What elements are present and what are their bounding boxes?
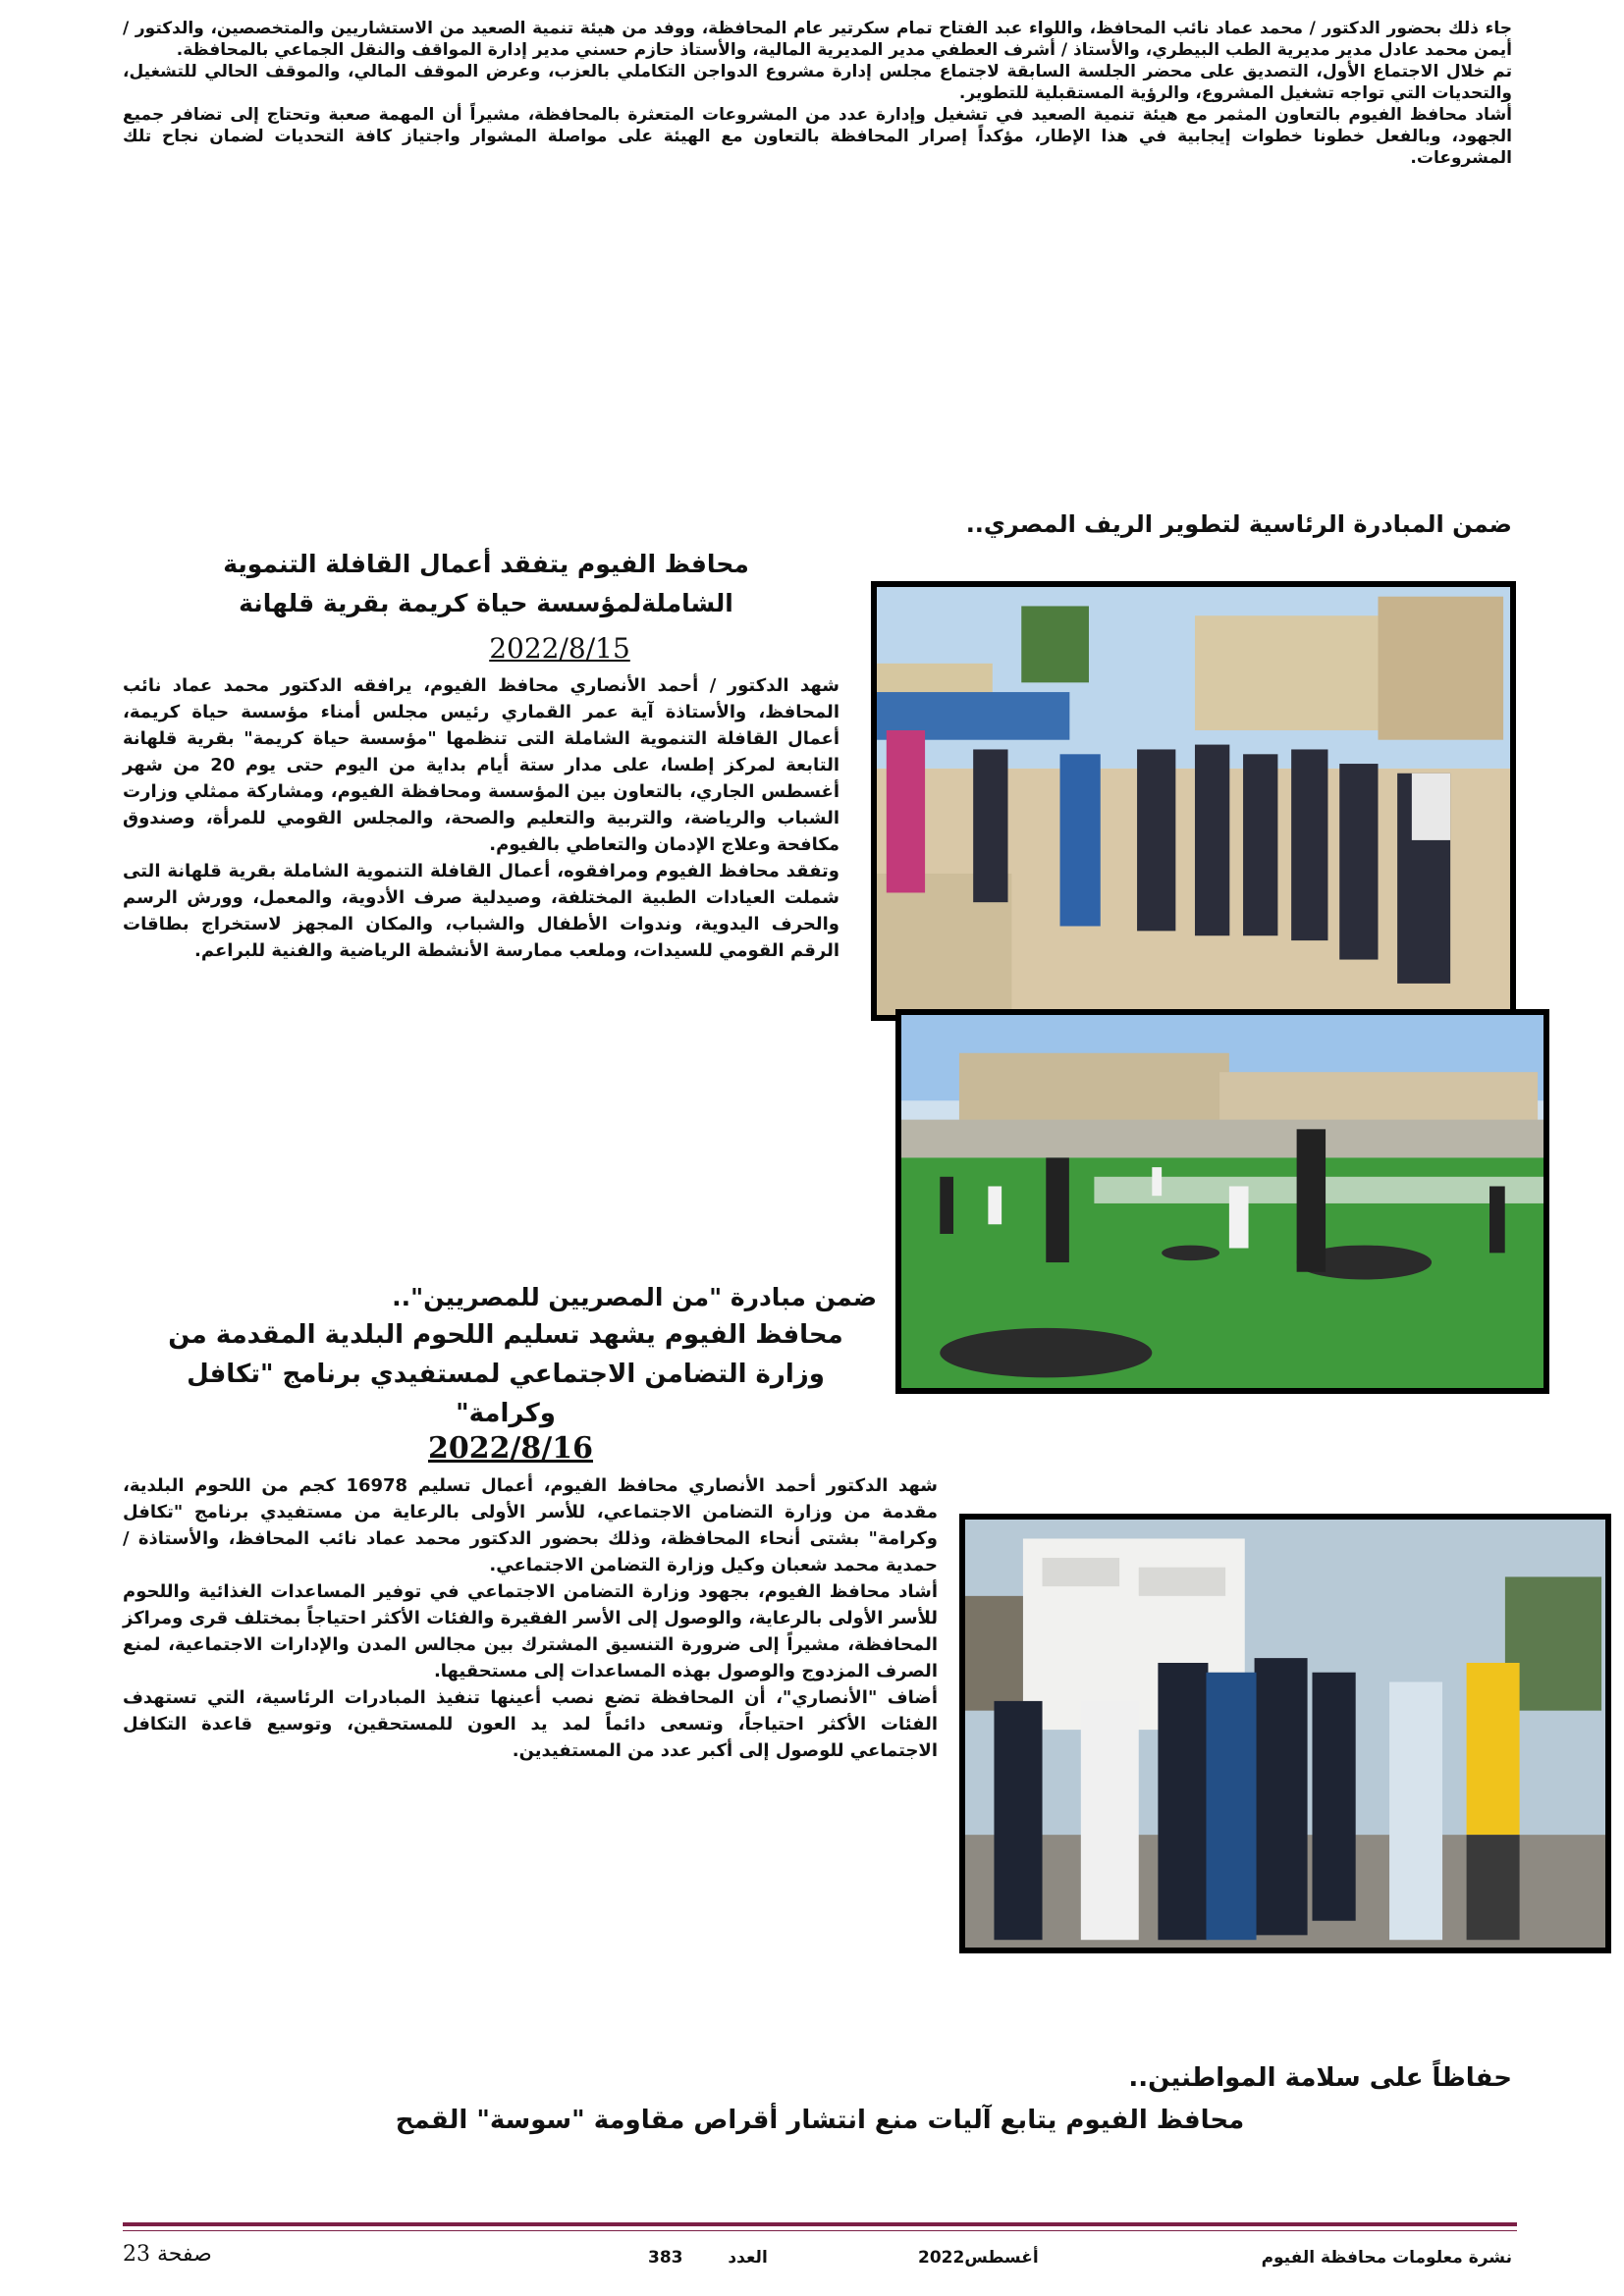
- article3-headline: محافظ الفيوم يتابع آليات منع انتشار أقراص مقاومة "سوسة" القمح: [395, 2106, 1245, 2135]
- article3-kicker: حفاظاً على سلامة المواطنين..: [1128, 2063, 1512, 2093]
- article1-photo-walk: [871, 581, 1516, 1021]
- article1-photo-playground: [895, 1009, 1549, 1394]
- article2-paragraph: أشاد محافظ الفيوم، بجهود وزارة التضامن الاجتماعي في توفير المساعدات الغذائية واللحوم للأسر الأولى بالرعاية، والوصول إلى الأسر الفقيرة والفئات الأكثر احتياجاً بمختلف قرى ومراكز المحافظة، مشيراً إلى ضرورة التنسيق المشترك بين مجالس المدن والإدارات الاجتماعية، لمنع الصرف المزدوج والوصول بهذه المساعدات إلى مستحقيها.: [123, 1581, 938, 1682]
- article1-headline: محافظ الفيوم يتفقد أعمال القافلة التنموية الشاملةلمؤسسة حياة كريمة بقرية قلهانة: [223, 550, 749, 617]
- intro-block: [123, 18, 1512, 169]
- article1-paragraph: وتفقد محافظ الفيوم ومرافقوه، أعمال القافلة التنموية الشاملة بقرية قلهانة التى شملت العيادات الطبية المختلفة، وصيدلية صرف الأدوية، والمعمل، وورش الرسم والحرف اليدوية، وندوات الأطفال والشباب، والمكان المجهز لاستخراج بطاقات الرقم القومي للسيدات، وملعب ممارسة الأنشطة الرياضية والفنية للبراعم.: [123, 861, 839, 961]
- footer-publication: نشرة معلومات محافظة الفيوم: [1261, 2248, 1512, 2268]
- article2-body: [123, 1472, 938, 1764]
- footer-month: أغسطس: [964, 2248, 1039, 2268]
- intro-paragraph: أشاد محافظ الفيوم بالتعاون المثمر مع هيئة تنمية الصعيد في تشغيل وإدارة عدد من المشروعات المتعثرة بالمحافظة، مشيراً أن المهمة صعبة وتحتاج إلى تضافر جميع الجهود، وبالفعل خطونا خطوات إيجابية في هذا الإطار، مؤكداً إصرار المحافظة بالتعاون مع الهيئة على مواصلة المشوار واجتياز كافة التحديات لضمان نجاح تلك المشروعات.: [123, 105, 1512, 168]
- footer-rule-thin: [123, 2230, 1517, 2231]
- footer-date: [918, 2248, 1039, 2268]
- footer-issue-label: العدد: [728, 2248, 768, 2268]
- article2-kicker: ضمن مبادرة "من المصريين للمصريين"..: [392, 1283, 877, 1311]
- intro-paragraph: جاء ذلك بحضور الدكتور / محمد عماد نائب المحافظ، واللواء عبد الفتاح تمام سكرتير عام المحافظة، ووفد من هيئة تنمية الصعيد من الاستشاريين والمتخصصين، والدكتور / أيمن محمد عادل مدير مديرية الطب البيطري، والأستاذ / أشرف العطفي مدير المديرية المالية، والأستاذ حازم حسني مدير إدارة المواقف والنقل الجماعي بالمحافظة.: [123, 19, 1512, 60]
- article1-paragraph: شهد الدكتور / أحمد الأنصاري محافظ الفيوم، يرافقه الدكتور محمد عماد نائب المحافظ، والأستاذة آية عمر القماري رئيس مجلس أمناء مؤسسة حياة كريمة، أعمال القافلة التنموية الشاملة التى تنظمها "مؤسسة حياة كريمة" بقرية قلهانة التابعة لمركز إطسا، على مدار ستة أيام بداية من اليوم حتى يوم 20 من شهر أغسطس الجاري، بالتعاون بين المؤسسة ومحافظة الفيوم، ومشاركة ممثلي وزارت الشباب والرياضة، والتربية والتعليم والصحة، والمجلس القومي للمرأة، وصندوق مكافحة وعلاج الإدمان والتعاطي بالفيوم.: [123, 675, 839, 855]
- footer-rule: [123, 2222, 1517, 2226]
- article1-body: [123, 672, 839, 964]
- footer-page-number: 23: [123, 2242, 150, 2267]
- article2-paragraph: شهد الدكتور أحمد الأنصاري محافظ الفيوم، أعمال تسليم 16978 كجم من اللحوم البلدية، مقدمة من وزارة التضامن الاجتماعي، للأسر الأولى بالرعاية من مستفيدي برنامج "تكافل وكرامة" بشتى أنحاء المحافظة، وذلك بحضور الدكتور محمد عماد نائب المحافظ، والأستاذة / حمدية محمد شعبان وكيل وزارة التضامن الاجتماعي.: [123, 1475, 938, 1575]
- article2-paragraph: أضاف "الأنصاري"، أن المحافظة تضع نصب أعينها تنفيذ المبادرات الرئاسية، التي تستهدف الفئات الأكثر احتياجاً، وتسعى دائماً لمد يد العون للمستحقين، وتوسيع قاعدة التكافل الاجتماعي للوصول إلى أكبر عدد من المستفيدين.: [123, 1687, 938, 1761]
- footer-page: [123, 2242, 212, 2267]
- article1-date: 2022/8/15: [489, 632, 630, 665]
- footer-issue-number: 383: [648, 2248, 683, 2268]
- article1-kicker: ضمن المبادرة الرئاسية لتطوير الريف المصري..: [965, 510, 1512, 538]
- footer-issue: [648, 2248, 768, 2268]
- intro-paragraph: تم خلال الاجتماع الأول، التصديق على محضر الجلسة السابقة لاجتماع مجلس إدارة مشروع الدواجن التكاملي بالعزب، وعرض الموقف المالي، والموقف الحالي للتشغيل، والتحديات التي تواجه تشغيل المشروع، والرؤية المستقبلية للتطوير.: [123, 62, 1512, 103]
- footer-page-label: صفحة: [157, 2242, 212, 2267]
- article2-headline: محافظ الفيوم يشهد تسليم اللحوم البلدية المقدمة من وزارة التضامن الاجتماعي لمستفيدي برنامج "تكافل وكرامة": [168, 1320, 843, 1428]
- article2-photo-distribution: [959, 1514, 1611, 1953]
- article2-date: 2022/8/16: [427, 1431, 594, 1466]
- footer-year: 2022: [918, 2248, 965, 2268]
